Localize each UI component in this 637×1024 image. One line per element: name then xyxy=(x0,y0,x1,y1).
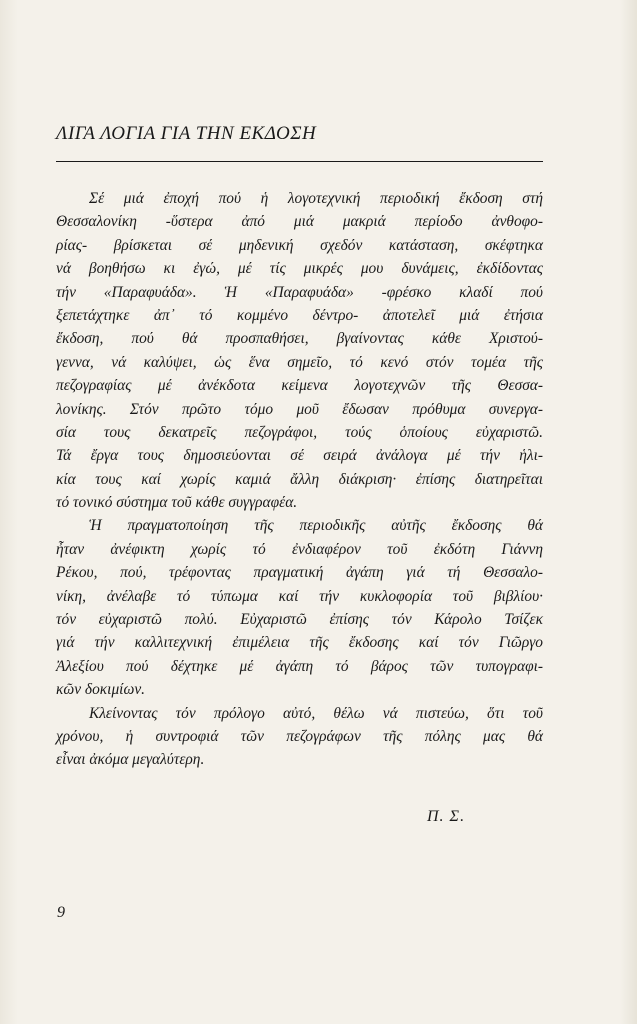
text-line: χρόνου, ἡ συντροφιά τῶν πεζογράφων τῆς πόλης μας θά xyxy=(56,727,543,745)
text-line: Ἡ πραγματοποίηση τῆς περιοδικῆς αὐτῆς ἔκδοσης θά xyxy=(89,517,543,535)
text-line: τό τονικό σύστημα τοῦ κάθε συγγραφέα. xyxy=(56,494,298,512)
text-line: Θεσσαλονίκη -ὕστερα ἀπό μιά μακριά περίοδο ἀνθοφο- xyxy=(56,213,543,231)
text-line: νίκη, ἀνέλαβε τό τύπωμα καί τήν κυκλοφορία τοῦ βιβλίου· xyxy=(56,587,543,605)
text-line: τόν εὐχαριστῶ πολύ. Εὐχαριστῶ ἐπίσης τόν Κάρολο Τσίζεκ xyxy=(56,611,543,629)
page-number: 9 xyxy=(57,904,65,921)
author-initials: Π. Σ. xyxy=(427,808,466,825)
text-line: κία τους καί χωρίς καμιά ἄλλη διάκριση· ἐπίσης διατηρεῖται xyxy=(56,470,543,488)
text-line: κῶν δοκιμίων. xyxy=(56,681,145,699)
text-line: λονίκης. Στόν πρῶτο τόμο μοῦ ἔδωσαν πρόθυμα συνεργα- xyxy=(56,400,543,418)
text-line: ρίας- βρίσκεται σέ μηδενική σχεδόν κατάσταση, σκέφτηκα xyxy=(56,236,543,254)
page-heading: ΛΙΓΑ ΛΟΓΙΑ ΓΙΑ ΤΗΝ ΕΚΔΟΣΗ xyxy=(56,123,317,144)
text-line: ἔκδοση, πού θά προσπαθήσει, βγαίνοντας κάθε Χριστού- xyxy=(56,330,543,348)
text-line: Τά ἔργα τους δημοσιεύονται σέ σειρά ἀνάλογα μέ τήν ἡλι- xyxy=(56,447,543,465)
preface-body xyxy=(56,187,543,772)
heading-rule xyxy=(56,161,543,162)
text-line: Σέ μιά ἐποχή πού ἡ λογοτεχνική περιοδική ἔκδοση στή xyxy=(89,190,543,207)
text-line: τήν «Παραφυάδα». Ἡ «Παραφυάδα» -φρέσκο κλαδί πού xyxy=(56,283,543,301)
text-line: ἦταν ἀνέφικτη χωρίς τό ἐνδιαφέρον τοῦ ἐκδότη Γιάννη xyxy=(56,540,543,558)
text-line: Ἀλεξίου πού δέχτηκε μέ ἀγάπη τό βάρος τῶν τυπογραφι- xyxy=(56,657,543,675)
text-line: πεζογραφίας μέ ἀνέκδοτα κείμενα λογοτεχνῶν τῆς Θεσσα- xyxy=(56,377,543,395)
text-line: σία τους δεκατρεῖς πεζογράφοι, τούς ὁποίους εὐχαριστῶ. xyxy=(56,423,543,441)
text-line: εἶναι ἀκόμα μεγαλύτερη. xyxy=(56,751,205,769)
text-line: νά βοηθήσω κι ἐγώ, μέ τίς μικρές μου δυνάμεις, ἐκδίδοντας xyxy=(56,260,543,278)
text-line: Κλείνοντας τόν πρόλογο αὐτό, θέλω νά πιστεύω, ὅτι τοῦ xyxy=(89,704,543,722)
text-line: γιά τήν καλλιτεχνική ἐπιμέλεια τῆς ἔκδοσης καί τόν Γιῶργο xyxy=(56,634,543,652)
text-line: γεννα, νά καλύψει, ὡς ἕνα σημεῖο, τό κενό στόν τομέα τῆς xyxy=(56,353,543,371)
text-line: ξεπετάχτηκε ἀπ᾽ τό κομμένο δέντρο- ἀποτελεῖ μιά ἐτήσια xyxy=(56,306,543,324)
text-line: Ρέκου, πού, τρέφοντας πραγματική ἀγάπη γιά τή Θεσσαλο- xyxy=(56,564,543,582)
